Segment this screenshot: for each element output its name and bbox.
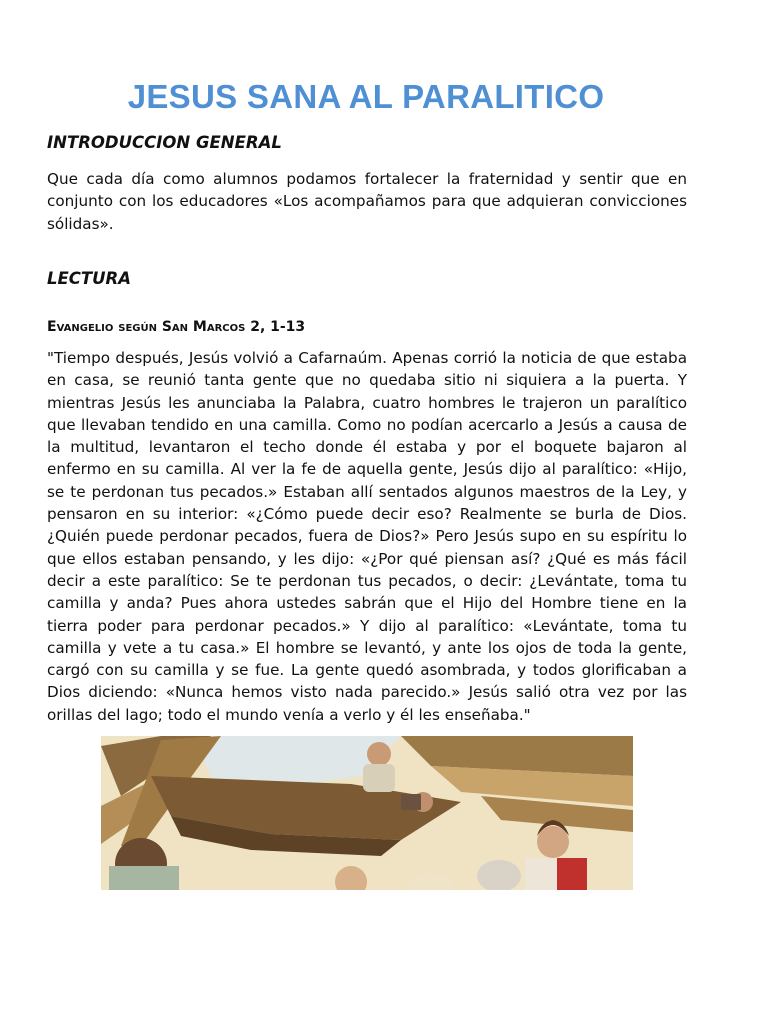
lectura-heading: LECTURA [47, 269, 132, 288]
healing-illustration [101, 736, 633, 890]
page-title: JESUS SANA AL PARALITICO [127, 78, 605, 115]
intro-paragraph: Que cada día como alumnos podamos fortalecer la fraternidad y sentir que en conjunto con los educadores «Los acompañamos para que adquieran convicciones sólidas». [47, 170, 687, 233]
illustration-drawing [101, 736, 633, 890]
intro-heading: INTRODUCCION GENERAL [47, 133, 282, 152]
reading-paragraph: "Tiempo después, Jesús volvió a Cafarnaúm. Apenas corrió la noticia de que estaba en casa, se reunió tanta gente que no quedaba sitio ni siquiera a la puerta. Y mientras Jesús les anunciaba la Palabra, cuatro hombres le trajeron un paralítico que llevaban tendido en una camilla. Como no podían acercarlo a Jesús a causa de la multitud, levantaron el techo donde él estaba y por el boquete bajaron al enfermo en su camilla. Al ver la fe de aquella gente, Jesús dijo al paralítico: «Hijo, se te perdonan tus pecados.» Estaban allí sentados algunos maestros de la Ley, y pensaron en su interior: «¿Cómo puede decir eso? Realmente se burla de Dios. ¿Quién puede perdonar pecados, fuera de Dios?» Pero Jesús supo en su espíritu lo que ellos estaban pensando, y les dijo: «¿Por qué piensan así? ¿Qué es más fácil decir a este paralítico: Se te perdonan tus pecados, o decir: ¿Levántate, toma tu camilla y anda? Pues ahora ustedes sabrán que el Hijo del Hombre tiene en la tierra poder para perdonar pecados.» Y dijo al paralítico: «Levántate, toma tu camilla y vete a tu casa.» El hombre se levantó, y ante los ojos de toda la gente, cargó con su camilla y se fue. La gente quedó asombrada, y todos glorificaban a Dios diciendo: «Nunca hemos visto nada parecido.» Jesús salió otra vez por las orillas del lago; todo el mundo venía a verlo y él les enseñaba." [47, 349, 687, 724]
gospel-reference: Evangelio según San Marcos 2, 1-13 [47, 319, 306, 335]
